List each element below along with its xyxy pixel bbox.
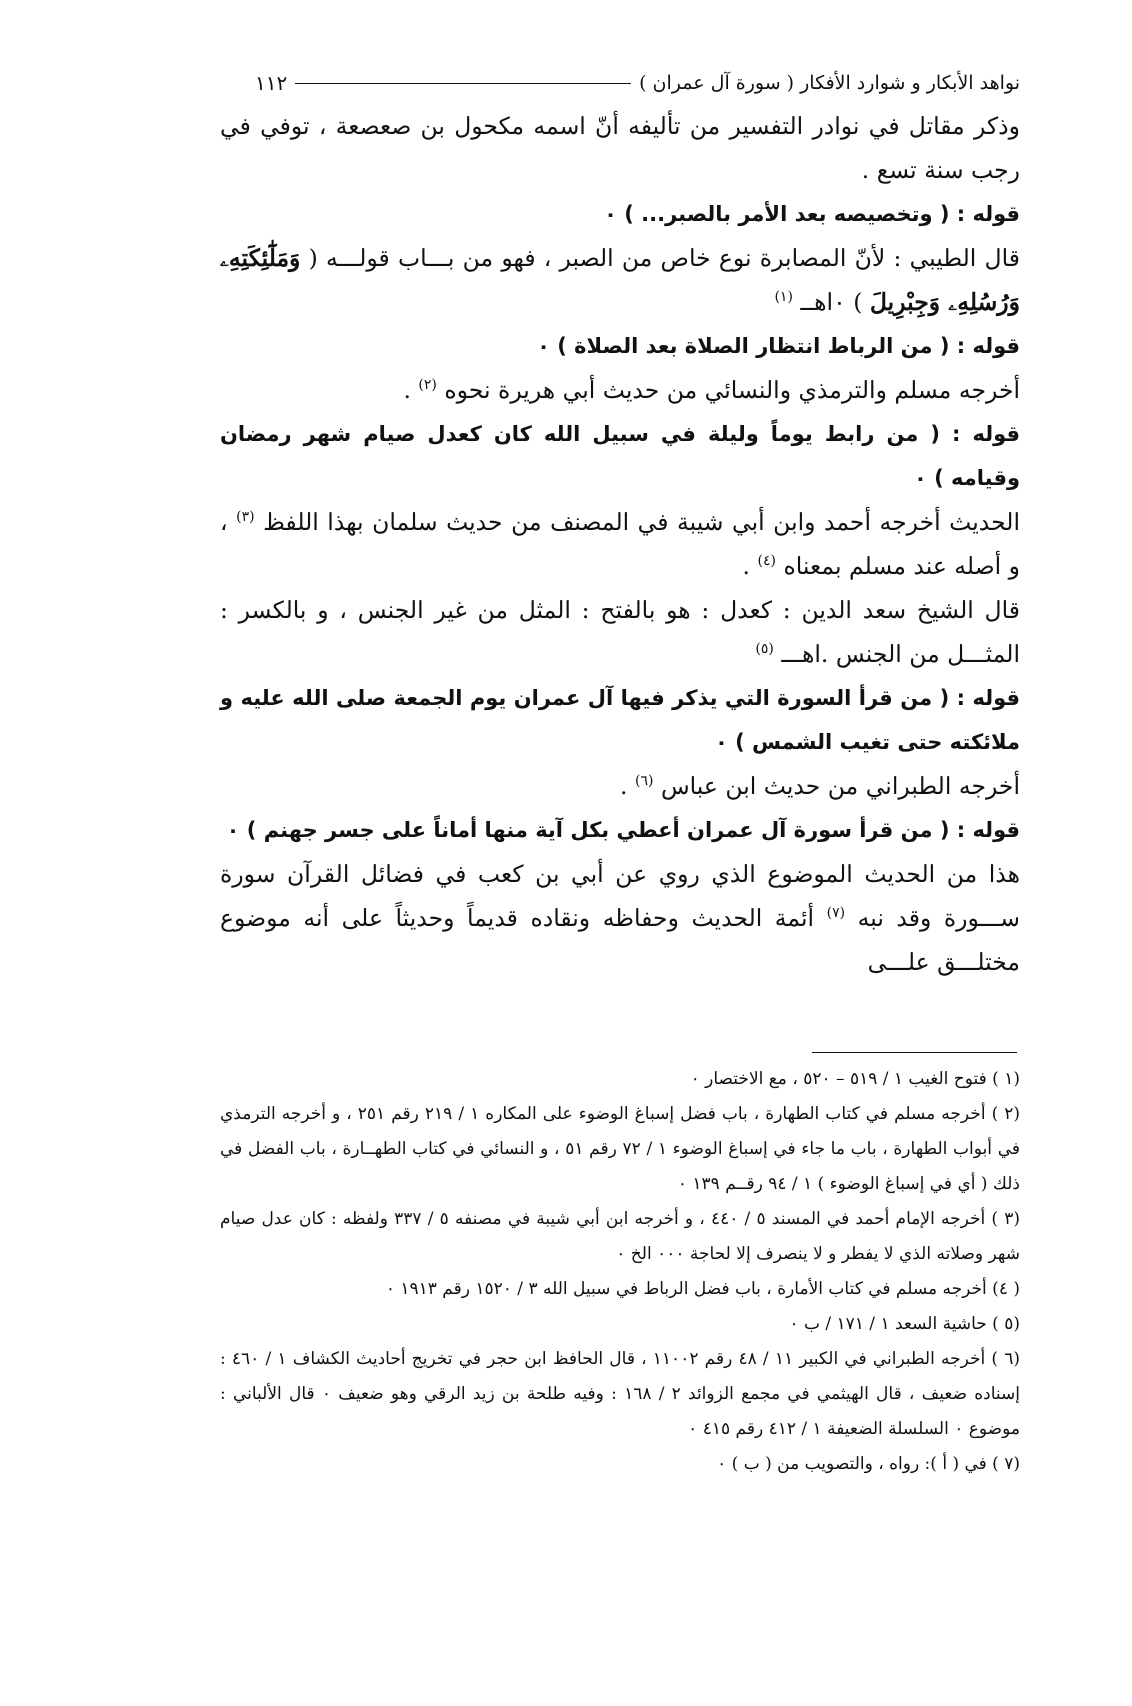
footnote-ref-2: (٢) [418,377,437,394]
footnote-5: (٥ ) حاشية السعد ١ / ١٧١ / ب ٠ [789,1314,1020,1334]
footnote-ref-1: (١) [774,289,793,306]
paragraph-6: أخرجه الطبراني من حديث ابن عباس $^{(٦)}$ . [620,772,1020,800]
footnote-3: (٣ ) أخرجه الإمام أحمد في المسند ٥ / ٤٤٠ ، و أخرجه ابن أبي شيبة في مصنفه ٥ / ٣٣٧ ولفظه : كان عدل صيام شهر وصلاته الذي لا يفطر و لا ينصرف إلا لحاجة ٠٠٠ الخ ٠ [220,1209,1020,1264]
paragraph-7-text-b: أئمة الحديث وحفاظه ونقاده قديماً وحديثاً على أنه موضوع مختلـــق علـــى [220,904,1020,976]
footnote-2: (٢ ) أخرجه مسلم في كتاب الطهارة ، باب فضل إسباغ الوضوء على المكاره ١ / ٢١٩ رقم ٢٥١ ، و أخرجه الترمذي في أبواب الطهارة ، باب ما جاء في إسباغ الوضوء ١ / ٧٢ رقم ٥١ ، و النسائي في كتاب الطهــارة ، باب الفضل في ذلك ( أي في إسباغ الوضوء ) ١ / ٩٤ رقــم ١٣٩ ٠ [220,1104,1021,1194]
quote-heading-5: قوله : ( من قرأ سورة آل عمران أعطي بكل آية منها أماناً على جسر جهنم ) ٠ [226,818,1020,842]
footnote-ref-5: (٥) [755,641,774,658]
quote-heading-3: قوله : ( من رابط يوماً وليلة في سبيل الله كان كعدل صيام شهر رمضان وقيامه ) ٠ [220,422,1020,490]
quote-heading-4: قوله : ( من قرأ السورة التي يذكر فيها آل عمران يوم الجمعة صلى الله عليه و ملائكته حتى تغيب الشمس ) ٠ [220,686,1020,754]
paragraph-2-text-b: ) ٠اهــ [800,288,863,316]
paragraph-4-text-b: ، و أصله عند مسلم بمعناه [220,508,1020,580]
quote-heading-1: قوله : ( وتخصيصه بعد الأمر بالصبر... ) ٠ [604,202,1020,226]
footnote-4: ( ٤) أخرجه مسلم في كتاب الأمارة ، باب فضل الرباط في سبيل الله ٣ / ١٥٢٠ رقم ١٩١٣ ٠ [385,1279,1020,1299]
footnotes [220,1062,1020,1482]
running-header [255,68,1020,98]
paragraph-6-text: أخرجه الطبراني من حديث ابن عباس [660,772,1020,800]
paragraph-1: وذكر مقاتل في نوادر التفسير من تأليفه أنّ اسمه مكحول بن صعصعة ، توفي في رجب سنة تسع . [220,112,1020,184]
paragraph-4: الحديث أخرجه أحمد وابن أبي شيبة في المصنف من حديث سلمان بهذا اللفظ $^{(٣)}$ ، و أصله عند مسلم بمعناه $^{(٤)}$ . [220,508,1020,580]
paragraph-2-text-a: قال الطيبي : لأنّ المصابرة نوع خاص من الصبر ، فهو من بـــاب قولـــه ( [308,244,1020,272]
paragraph-4-text-a: الحديث أخرجه أحمد وابن أبي شيبة في المصنف من حديث سلمان بهذا اللفظ [263,508,1020,536]
footnote-ref-4: (٤) [757,553,776,570]
footnote-ref-3: (٣) [236,509,255,526]
paragraph-3: أخرجه مسلم والترمذي والنسائي من حديث أبي هريرة نحوه $^{(٢)}$ . [403,376,1020,404]
footnote-ref-6: (٦) [634,773,654,790]
main-text [220,104,1020,984]
header-rule [295,83,631,84]
footnote-7: (٧ ) في ( أ ): رواه ، والتصويب من ( ب ) ٠ [717,1454,1020,1474]
paragraph-7 [220,852,1020,984]
footnote-1: (١ ) فتوح الغيب ١ / ٥١٩ – ٥٢٠ ، مع الاختصار ٠ [690,1069,1020,1089]
quote-heading-2: قوله : ( من الرباط انتظار الصلاة بعد الصلاة ) ٠ [537,334,1020,358]
paragraph-2 [220,236,1020,324]
footnote-6: (٦ ) أخرجه الطبراني في الكبير ١١ / ٤٨ رقم ١١٠٠٢ ، قال الحافظ ابن حجر في تخريج أحاديث الكشاف ١ / ٤٦٠ : إسناده ضعيف ، قال الهيثمي في مجمع الزوائد ٢ / ١٦٨ : وفيه طلحة بن زيد الرقي وهو ضعيف ٠ قال الألباني : موضوع ٠ السلسلة الضعيفة ١ / ٤١٢ رقم ٤١٥ ٠ [220,1349,1021,1439]
quran-verse: وَمَلَٰٓئِكَتِهِۦ وَرُسُلِهِۦ وَجِبْرِيلَ [220,244,1020,316]
page-number: ١١٢ [255,71,288,95]
paragraph-5 [220,588,1020,676]
footnote-separator [812,1052,1017,1053]
paragraph-5-text: قال الشيخ سعد الدين : كعدل : هو بالفتح : المثل من غير الجنس ، و بالكسر : المثـــل من الجنس .اهـــ [220,596,1020,668]
paragraph-7-text-a: هذا من الحديث الموضوع الذي روي عن أبي بن كعب في فضائل القرآن سورة ســـورة وقد نبه [220,860,1020,932]
footnote-ref-7: (٧) [826,905,846,922]
header-title: نواهد الأبكار و شوارد الأفكار ( سورة آل عمران ) [639,72,1020,94]
paragraph-3-text: أخرجه مسلم والترمذي والنسائي من حديث أبي هريرة نحوه [444,376,1020,404]
